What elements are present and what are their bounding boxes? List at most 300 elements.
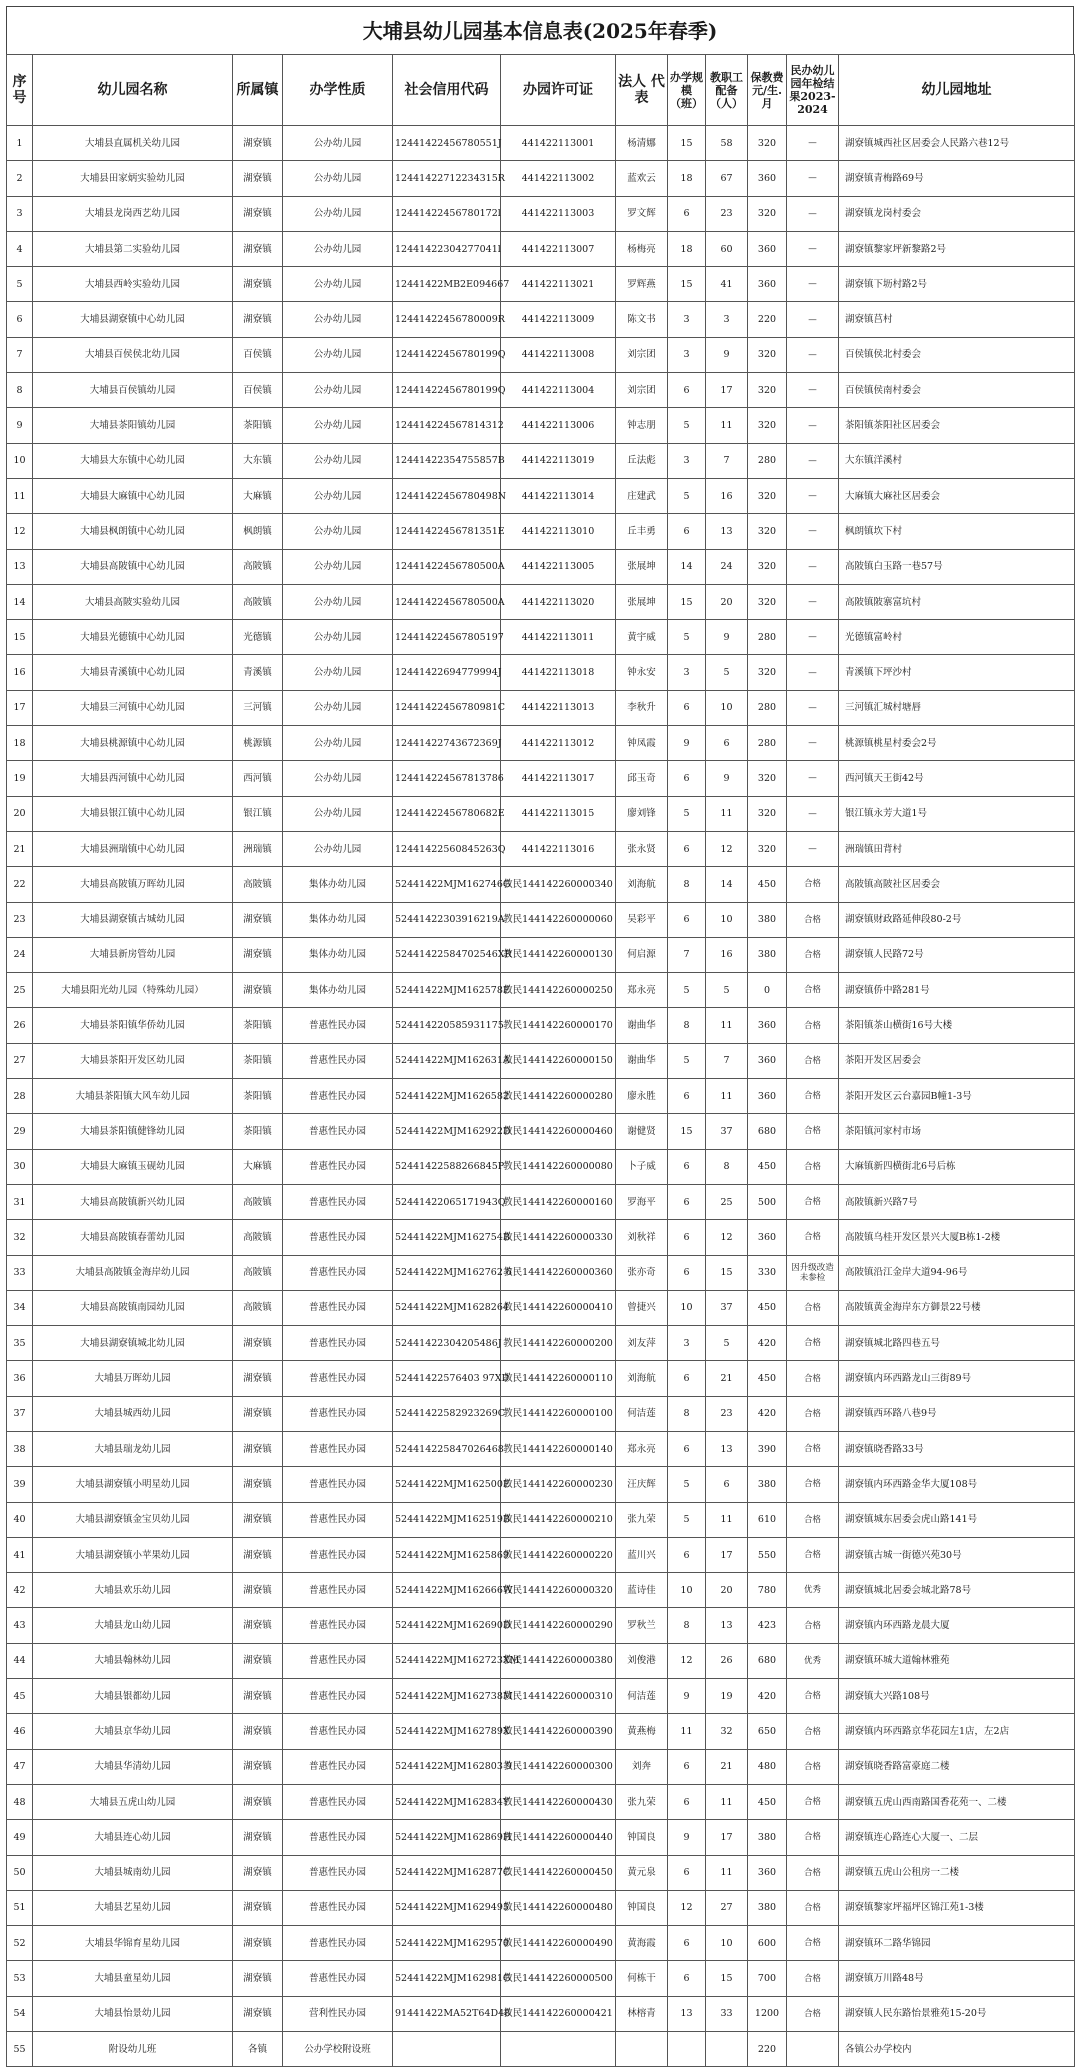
table-row [7,1008,1075,1043]
cell-inspection: — [787,196,839,231]
cell-address: 湖寮镇环城大道翰林雅苑 [839,1643,1075,1678]
cell-staff: 23 [706,1396,748,1431]
cell-nature: 公办幼儿园 [283,761,393,796]
table-row [7,690,1075,725]
cell-scale: 7 [668,937,706,972]
cell-scale: 6 [668,1855,706,1890]
cell-index: 46 [7,1714,33,1749]
cell-index: 2 [7,161,33,196]
cell-license: 教民144142260000360 [501,1255,616,1290]
cell-address: 湖寮镇内环西路金华大厦108号 [839,1467,1075,1502]
cell-license: 441422113017 [501,761,616,796]
table-row [7,761,1075,796]
cell-address: 湖寮镇晓香路富豪庭二楼 [839,1749,1075,1784]
cell-address: 茶阳镇茶阳社区居委会 [839,408,1075,443]
cell-scale: 5 [668,1502,706,1537]
table-row [7,1220,1075,1255]
cell-inspection: 合格 [787,1820,839,1855]
cell-license: 441422113005 [501,549,616,584]
cell-inspection: — [787,620,839,655]
cell-legal-rep: 刘友萍 [616,1326,668,1361]
cell-staff: 19 [706,1679,748,1714]
cell-name: 大埔县阳光幼儿园（特殊幼儿园） [33,973,233,1008]
cell-legal-rep: 张九荣 [616,1784,668,1819]
cell-staff: 9 [706,620,748,655]
cell-inspection: 合格 [787,1043,839,1078]
cell-inspection: — [787,478,839,513]
cell-legal-rep: 刘秋祥 [616,1220,668,1255]
cell-town: 百侯镇 [233,373,283,408]
cell-fee: 1200 [748,1996,787,2031]
cell-license: 教民144142260000110 [501,1361,616,1396]
cell-staff: 7 [706,443,748,478]
cell-license: 441422113011 [501,620,616,655]
cell-fee: 450 [748,867,787,902]
cell-legal-rep: 罗海平 [616,1184,668,1219]
cell-license: 教民144142260000330 [501,1220,616,1255]
cell-address: 三河镇汇城村塘唇 [839,690,1075,725]
cell-fee: 480 [748,1749,787,1784]
cell-legal-rep: 杨清娜 [616,126,668,161]
cell-town: 湖寮镇 [233,1467,283,1502]
cell-staff: 26 [706,1643,748,1678]
cell-license: 教民144142260000100 [501,1396,616,1431]
cell-nature: 普惠性民办园 [283,1396,393,1431]
cell-town: 湖寮镇 [233,1396,283,1431]
cell-license: 教民144142260000490 [501,1926,616,1961]
cell-nature: 集体办幼儿园 [283,867,393,902]
header-name: 幼儿园名称 [33,55,233,126]
cell-index: 3 [7,196,33,231]
cell-name: 大埔县城南幼儿园 [33,1855,233,1890]
cell-nature: 营利性民办园 [283,1996,393,2031]
cell-license: 441422113013 [501,690,616,725]
cell-address: 湖寮镇连心路连心大厦一、二层 [839,1820,1075,1855]
cell-inspection: 合格 [787,902,839,937]
cell-license [501,2032,616,2067]
cell-town: 湖寮镇 [233,1926,283,1961]
cell-scale: 6 [668,1784,706,1819]
cell-inspection: 因升级改造未参检 [787,1255,839,1290]
cell-license: 教民144142260000440 [501,1820,616,1855]
cell-nature: 公办幼儿园 [283,302,393,337]
cell-credit-code: 52441422MJM162631A [393,1043,501,1078]
cell-scale: 5 [668,796,706,831]
cell-inspection: 优秀 [787,1573,839,1608]
cell-legal-rep: 蓝川兴 [616,1537,668,1572]
cell-nature: 普惠性民办园 [283,1326,393,1361]
cell-legal-rep: 郑永亮 [616,1431,668,1466]
table-row [7,1855,1075,1890]
cell-address: 各镇公办学校内 [839,2032,1075,2067]
cell-address: 茶阳镇茶山横街16号大楼 [839,1008,1075,1043]
cell-legal-rep: 黄宇威 [616,620,668,655]
cell-index: 26 [7,1008,33,1043]
cell-legal-rep: 黄元泉 [616,1855,668,1890]
cell-town: 茶阳镇 [233,1008,283,1043]
cell-license: 441422113003 [501,196,616,231]
cell-scale: 6 [668,1220,706,1255]
table-row [7,1643,1075,1678]
cell-credit-code: 12441422456780981C [393,690,501,725]
cell-name: 大埔县百侯侯北幼儿园 [33,337,233,372]
cell-address: 百侯镇侯南村委会 [839,373,1075,408]
cell-address: 西河镇天王街42号 [839,761,1075,796]
cell-legal-rep [616,2032,668,2067]
table-row [7,514,1075,549]
cell-legal-rep: 丘法彪 [616,443,668,478]
cell-inspection: — [787,408,839,443]
cell-fee: 390 [748,1431,787,1466]
cell-scale: 3 [668,302,706,337]
cell-license: 教民144142260000200 [501,1326,616,1361]
cell-inspection: — [787,796,839,831]
cell-license: 441422113008 [501,337,616,372]
cell-staff: 33 [706,1996,748,2031]
cell-fee: 420 [748,1679,787,1714]
cell-nature: 公办幼儿园 [283,161,393,196]
table-row [7,443,1075,478]
cell-nature: 普惠性民办园 [283,1573,393,1608]
cell-scale: 8 [668,867,706,902]
cell-credit-code: 12441422456780551J [393,126,501,161]
cell-nature: 公办幼儿园 [283,620,393,655]
cell-nature: 公办学校附设班 [283,2032,393,2067]
cell-fee: 600 [748,1926,787,1961]
cell-index: 55 [7,2032,33,2067]
cell-fee: 420 [748,1326,787,1361]
cell-index: 31 [7,1184,33,1219]
cell-nature: 公办幼儿园 [283,584,393,619]
cell-fee: 320 [748,478,787,513]
cell-fee: 610 [748,1502,787,1537]
cell-index: 51 [7,1890,33,1925]
cell-legal-rep: 刘宗团 [616,373,668,408]
cell-fee: 330 [748,1255,787,1290]
cell-name: 大埔县湖寮镇中心幼儿园 [33,302,233,337]
cell-credit-code: 91441422MA52T64D48 [393,1996,501,2031]
cell-town: 青溪镇 [233,655,283,690]
table-row [7,831,1075,866]
cell-nature: 普惠性民办园 [283,1290,393,1325]
cell-inspection: — [787,126,839,161]
cell-address: 大东镇洋溪村 [839,443,1075,478]
cell-nature: 普惠性民办园 [283,1184,393,1219]
cell-fee: 423 [748,1608,787,1643]
cell-inspection: — [787,443,839,478]
cell-name: 大埔县艺星幼儿园 [33,1890,233,1925]
cell-inspection: 合格 [787,937,839,972]
cell-license: 441422113002 [501,161,616,196]
table-row [7,584,1075,619]
cell-scale: 5 [668,478,706,513]
cell-nature: 普惠性民办园 [283,1855,393,1890]
cell-index: 24 [7,937,33,972]
cell-fee: 450 [748,1149,787,1184]
cell-credit-code: 52441422MJM162578E [393,973,501,1008]
cell-credit-code: 52441422588266845P [393,1149,501,1184]
cell-index: 23 [7,902,33,937]
cell-nature: 普惠性民办园 [283,1255,393,1290]
cell-name: 大埔县龙山幼儿园 [33,1608,233,1643]
cell-legal-rep: 何栋干 [616,1961,668,1996]
cell-address: 湖寮镇环二路华锦园 [839,1926,1075,1961]
cell-name: 大埔县枫朗镇中心幼儿园 [33,514,233,549]
cell-fee: 320 [748,337,787,372]
table-row [7,973,1075,1008]
cell-index: 43 [7,1608,33,1643]
cell-staff: 16 [706,937,748,972]
cell-name: 大埔县高陂镇春蕾幼儿园 [33,1220,233,1255]
cell-inspection: 合格 [787,1220,839,1255]
cell-fee: 380 [748,1890,787,1925]
cell-name: 大埔县西河镇中心幼儿园 [33,761,233,796]
cell-license: 教民144142260000480 [501,1890,616,1925]
cell-index: 36 [7,1361,33,1396]
cell-credit-code: 12441422MB2E094667 [393,267,501,302]
cell-nature: 普惠性民办园 [283,1643,393,1678]
cell-index: 41 [7,1537,33,1572]
cell-legal-rep: 林榕青 [616,1996,668,2031]
cell-credit-code: 12441422354755857B [393,443,501,478]
table-row [7,655,1075,690]
cell-inspection: 合格 [787,1114,839,1149]
cell-inspection: — [787,231,839,266]
cell-legal-rep: 谢健贤 [616,1114,668,1149]
cell-legal-rep: 刘海航 [616,1361,668,1396]
cell-scale: 9 [668,726,706,761]
cell-fee: 280 [748,620,787,655]
cell-name: 大埔县湖寮镇古城幼儿园 [33,902,233,937]
cell-town: 湖寮镇 [233,1573,283,1608]
cell-index: 1 [7,126,33,161]
cell-address: 湖寮镇内环西路龙山三街89号 [839,1361,1075,1396]
cell-index: 13 [7,549,33,584]
cell-index: 21 [7,831,33,866]
cell-name: 大埔县高陂镇中心幼儿园 [33,549,233,584]
cell-town: 枫朗镇 [233,514,283,549]
cell-town: 高陂镇 [233,867,283,902]
cell-name: 大埔县第二实验幼儿园 [33,231,233,266]
cell-license: 教民144142260000150 [501,1043,616,1078]
cell-town: 湖寮镇 [233,1326,283,1361]
cell-town: 高陂镇 [233,1220,283,1255]
cell-license: 441422113007 [501,231,616,266]
cell-name: 大埔县洲瑞镇中心幼儿园 [33,831,233,866]
cell-nature: 普惠性民办园 [283,1467,393,1502]
cell-index: 4 [7,231,33,266]
cell-credit-code: 52441422582923269C [393,1396,501,1431]
cell-index: 38 [7,1431,33,1466]
cell-credit-code: 52441422MJM1628264 [393,1290,501,1325]
cell-license: 教民144142260000060 [501,902,616,937]
cell-index: 25 [7,973,33,1008]
cell-staff: 5 [706,973,748,1008]
cell-legal-rep: 郑永亮 [616,973,668,1008]
cell-nature: 普惠性民办园 [283,1502,393,1537]
cell-scale: 12 [668,1643,706,1678]
cell-name: 大埔县欢乐幼儿园 [33,1573,233,1608]
cell-legal-rep: 庄建武 [616,478,668,513]
cell-scale: 6 [668,831,706,866]
cell-name: 大埔县西岭实验幼儿园 [33,267,233,302]
cell-address: 百侯镇侯北村委会 [839,337,1075,372]
cell-address: 洲瑞镇田背村 [839,831,1075,866]
cell-name: 大埔县银江镇中心幼儿园 [33,796,233,831]
cell-fee: 450 [748,1290,787,1325]
cell-legal-rep: 黄燕梅 [616,1714,668,1749]
cell-staff: 20 [706,1573,748,1608]
cell-name: 大埔县田家炳实验幼儿园 [33,161,233,196]
cell-index: 50 [7,1855,33,1890]
table-row [7,937,1075,972]
cell-town: 湖寮镇 [233,1820,283,1855]
cell-license: 教民144142260000280 [501,1079,616,1114]
cell-town: 茶阳镇 [233,408,283,443]
cell-town: 高陂镇 [233,584,283,619]
table-row [7,1820,1075,1855]
cell-nature: 普惠性民办园 [283,1961,393,1996]
cell-name: 大埔县大麻镇玉砚幼儿园 [33,1149,233,1184]
cell-town: 湖寮镇 [233,902,283,937]
cell-nature: 普惠性民办园 [283,1890,393,1925]
table-row [7,867,1075,902]
cell-nature: 公办幼儿园 [283,267,393,302]
cell-fee: 360 [748,1220,787,1255]
cell-inspection: — [787,831,839,866]
cell-scale: 3 [668,655,706,690]
cell-staff: 11 [706,1079,748,1114]
cell-scale: 3 [668,1326,706,1361]
cell-index: 34 [7,1290,33,1325]
cell-scale: 15 [668,126,706,161]
cell-town: 湖寮镇 [233,267,283,302]
cell-name: 大埔县连心幼儿园 [33,1820,233,1855]
cell-scale: 12 [668,1890,706,1925]
cell-staff: 41 [706,267,748,302]
cell-town: 洲瑞镇 [233,831,283,866]
cell-town: 湖寮镇 [233,302,283,337]
cell-scale: 6 [668,1961,706,1996]
cell-inspection: — [787,514,839,549]
cell-staff: 17 [706,1537,748,1572]
cell-address: 大麻镇大麻社区居委会 [839,478,1075,513]
cell-staff: 32 [706,1714,748,1749]
cell-credit-code: 52441422MJM162723XM [393,1643,501,1678]
cell-legal-rep: 李秋升 [616,690,668,725]
cell-staff: 11 [706,1008,748,1043]
cell-legal-rep: 陈文书 [616,302,668,337]
cell-scale [668,2032,706,2067]
table-row [7,1396,1075,1431]
cell-scale: 9 [668,1820,706,1855]
cell-nature: 普惠性民办园 [283,1079,393,1114]
cell-credit-code: 124414224567814312 [393,408,501,443]
cell-credit-code: 12441422456780009R [393,302,501,337]
cell-address: 湖寮镇人民路72号 [839,937,1075,972]
cell-inspection: 合格 [787,1855,839,1890]
cell-town: 湖寮镇 [233,1361,283,1396]
cell-address: 茶阳开发区居委会 [839,1043,1075,1078]
cell-scale: 6 [668,1184,706,1219]
cell-staff: 6 [706,1467,748,1502]
cell-index: 49 [7,1820,33,1855]
cell-credit-code: 12441422712234315R [393,161,501,196]
cell-name: 大埔县桃源镇中心幼儿园 [33,726,233,761]
cell-inspection: 合格 [787,1467,839,1502]
cell-town: 茶阳镇 [233,1079,283,1114]
cell-index: 44 [7,1643,33,1678]
cell-staff: 10 [706,690,748,725]
table-row [7,126,1075,161]
cell-nature: 普惠性民办园 [283,1679,393,1714]
cell-nature: 普惠性民办园 [283,1749,393,1784]
cell-scale: 5 [668,408,706,443]
cell-credit-code: 52441422MJM162877C [393,1855,501,1890]
cell-scale: 6 [668,196,706,231]
table-row [7,373,1075,408]
cell-scale: 6 [668,1079,706,1114]
cell-fee: 320 [748,196,787,231]
cell-town: 湖寮镇 [233,1961,283,1996]
cell-address: 湖寮镇内环西路京华花园左1店，左2店 [839,1714,1075,1749]
cell-address: 高陂镇乌桂开发区景兴大厦B栋1-2楼 [839,1220,1075,1255]
cell-credit-code [393,2032,501,2067]
cell-legal-rep: 罗秋兰 [616,1608,668,1643]
cell-inspection: 合格 [787,1679,839,1714]
cell-legal-rep: 何洁莲 [616,1679,668,1714]
cell-credit-code: 52441422MJM1626582 [393,1079,501,1114]
cell-nature: 普惠性民办园 [283,1926,393,1961]
cell-scale: 6 [668,902,706,937]
cell-legal-rep: 谢曲华 [616,1043,668,1078]
cell-inspection: 合格 [787,973,839,1008]
cell-credit-code: 52441422303916219A [393,902,501,937]
cell-inspection: — [787,161,839,196]
cell-legal-rep: 汪庆辉 [616,1467,668,1502]
cell-credit-code: 12441422456781351E [393,514,501,549]
table-row [7,1714,1075,1749]
cell-name: 大埔县翰林幼儿园 [33,1643,233,1678]
cell-fee: 680 [748,1114,787,1149]
cell-nature: 公办幼儿园 [283,514,393,549]
cell-address: 湖寮镇下坜村路2号 [839,267,1075,302]
cell-inspection: 合格 [787,1608,839,1643]
cell-scale: 15 [668,1114,706,1149]
cell-staff: 60 [706,231,748,266]
cell-name: 大埔县华清幼儿园 [33,1749,233,1784]
cell-legal-rep: 张永贤 [616,831,668,866]
cell-town: 银江镇 [233,796,283,831]
cell-credit-code: 52441422MJM162981G [393,1961,501,1996]
cell-credit-code: 12441422694779994J [393,655,501,690]
cell-legal-rep: 刘宗团 [616,337,668,372]
cell-staff: 21 [706,1361,748,1396]
cell-town: 湖寮镇 [233,1855,283,1890]
cell-fee: 380 [748,937,787,972]
cell-staff: 13 [706,1431,748,1466]
table-row [7,1431,1075,1466]
cell-nature: 普惠性民办园 [283,1537,393,1572]
cell-index: 20 [7,796,33,831]
header-staff: 教职工配备（人） [706,55,748,126]
cell-fee: 320 [748,831,787,866]
cell-legal-rep: 张展坤 [616,549,668,584]
cell-staff: 9 [706,337,748,372]
cell-nature: 公办幼儿园 [283,796,393,831]
table-row [7,1996,1075,2031]
cell-name: 大埔县湖寮镇小苹果幼儿园 [33,1537,233,1572]
